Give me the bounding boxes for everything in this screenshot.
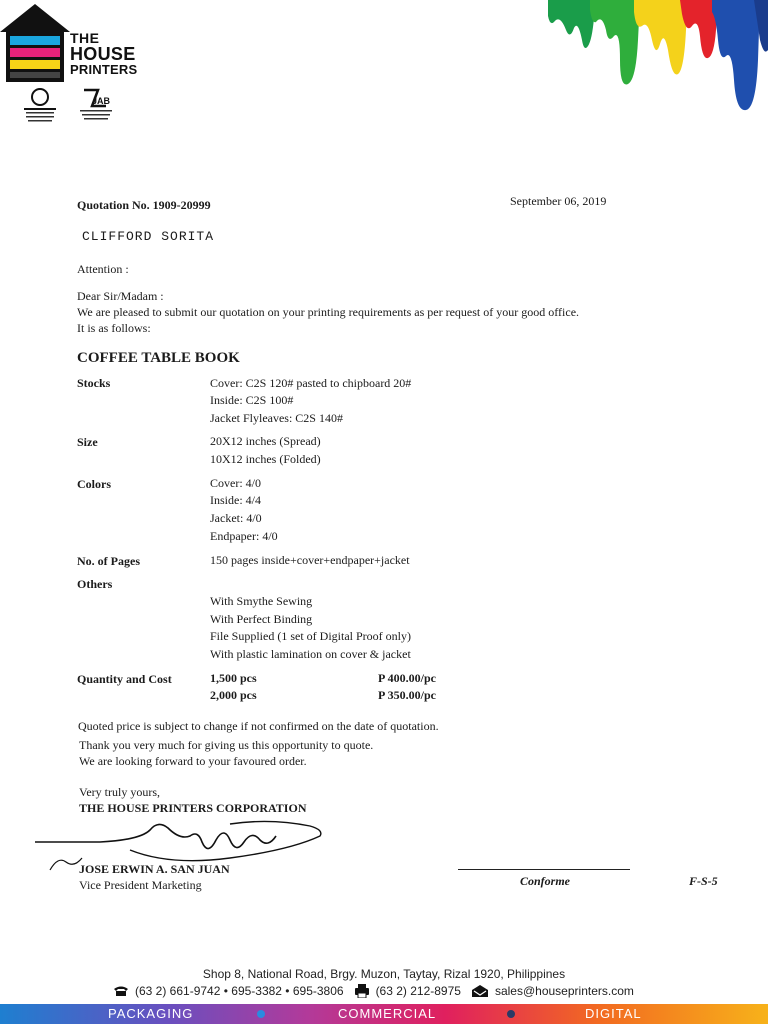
- price-value: P 350.00/pc: [378, 688, 437, 702]
- quantity-value: 1,500 pcs: [210, 671, 257, 685]
- footer-packaging: PACKAGING: [108, 1006, 194, 1021]
- salutation: Dear Sir/Madam :: [77, 289, 164, 303]
- attention-label: Attention :: [77, 262, 129, 276]
- conforme-line: [458, 869, 630, 870]
- jab-accreditation-icon: [78, 86, 114, 126]
- colors-item: Endpaper: 4/0: [210, 529, 278, 543]
- others-label: Others: [77, 577, 113, 591]
- product-title: COFFEE TABLE BOOK: [77, 350, 240, 366]
- closing-line-2: Thank you very much for giving us this opportunity to quote.: [79, 738, 374, 752]
- colors-item: Inside: 4/4: [210, 493, 261, 507]
- others-item: With plastic lamination on cover & jacket: [210, 647, 411, 661]
- phone-icon: [113, 985, 129, 997]
- quotation-number: Quotation No. 1909-20999: [77, 198, 211, 212]
- certification-seal-icon: [22, 86, 58, 126]
- footer-dot: [257, 1010, 265, 1018]
- closing-line-3: We are looking forward to your favoured order.: [79, 754, 307, 768]
- others-item: With Smythe Sewing: [210, 594, 313, 608]
- logo-line-1: THE: [70, 30, 100, 46]
- size-label: Size: [77, 435, 98, 449]
- colors-label: Colors: [77, 477, 111, 491]
- intro-line-2: It is as follows:: [77, 321, 151, 335]
- logo-line-3: PRINTERS: [70, 62, 138, 77]
- footer-digital: DIGITAL: [585, 1006, 642, 1021]
- stocks-label: Stocks: [77, 376, 111, 390]
- house-printers-logo: [0, 4, 70, 82]
- quotation-date: September 06, 2019: [510, 194, 607, 208]
- closing-line-1: Quoted price is subject to change if not confirmed on the date of quotation.: [78, 719, 439, 733]
- footer-dot: [507, 1010, 515, 1018]
- logo-line-2: HOUSE: [70, 44, 136, 64]
- size-item: 20X12 inches (Spread): [210, 434, 321, 448]
- form-code: F-S-5: [689, 874, 718, 888]
- email-icon: [471, 984, 489, 998]
- quantity-value: 2,000 pcs: [210, 688, 257, 702]
- stocks-item: Jacket Flyleaves: C2S 140#: [210, 411, 343, 425]
- footer-contacts: [113, 984, 634, 998]
- svg-text:JAB: JAB: [92, 96, 111, 106]
- colors-item: Jacket: 4/0: [210, 511, 262, 525]
- footer-commercial: COMMERCIAL: [338, 1006, 437, 1021]
- pages-value: 150 pages inside+cover+endpaper+jacket: [210, 553, 410, 567]
- pages-label: No. of Pages: [77, 554, 140, 568]
- fax-icon: [354, 984, 370, 998]
- client-name: CLIFFORD SORITA: [82, 229, 215, 244]
- others-item: File Supplied (1 set of Digital Proof only): [210, 629, 411, 643]
- stocks-item: Inside: C2S 100#: [210, 393, 294, 407]
- regards: Very truly yours,: [79, 785, 160, 799]
- stocks-item: Cover: C2S 120# pasted to chipboard 20#: [210, 376, 412, 390]
- quantity-cost-label: Quantity and Cost: [77, 672, 172, 686]
- footer-fax: (63 2) 212-8975: [375, 984, 461, 998]
- price-value: P 400.00/pc: [378, 671, 437, 685]
- size-item: 10X12 inches (Folded): [210, 452, 321, 466]
- intro-line-1: We are pleased to submit our quotation on your printing requirements as per request of your good office.: [77, 305, 580, 319]
- signatory-position: Vice President Marketing: [79, 878, 202, 892]
- paint-drips-decoration: [548, 0, 768, 120]
- logo-wordmark: [70, 30, 137, 78]
- footer-email[interactable]: sales@houseprinters.com: [494, 984, 634, 998]
- others-item: With Perfect Binding: [210, 612, 313, 626]
- footer-service-bar: [0, 1004, 768, 1024]
- corporation-name: THE HOUSE PRINTERS CORPORATION: [79, 801, 307, 815]
- colors-item: Cover: 4/0: [210, 476, 261, 490]
- conforme-label: Conforme: [520, 874, 571, 888]
- signatory-name: JOSE ERWIN A. SAN JUAN: [79, 862, 230, 876]
- footer-address: Shop 8, National Road, Brgy. Muzon, Taytay, Rizal 1920, Philippines: [202, 967, 566, 981]
- footer-phone: (63 2) 661-9742 • 695-3382 • 695-3806: [135, 984, 344, 998]
